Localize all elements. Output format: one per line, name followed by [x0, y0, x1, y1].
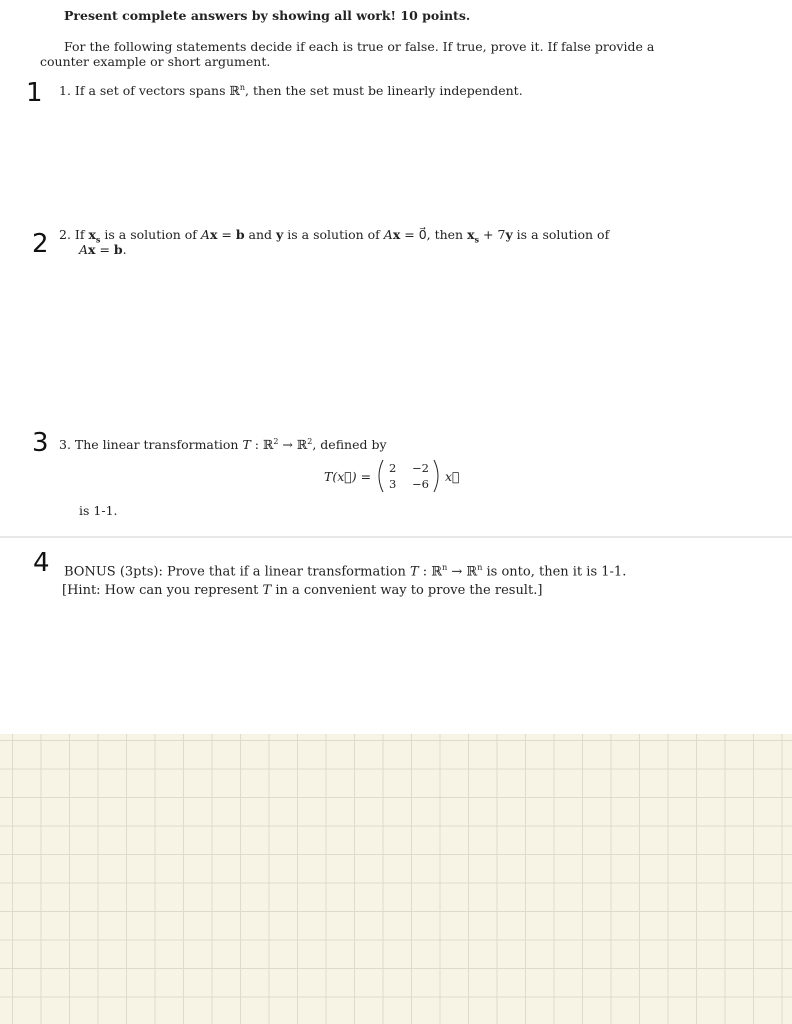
problem-1: 1. If a set of vectors spans ℝ$^n$, then the set must be linearly independent.	[59, 83, 523, 99]
matrix-cell: 2	[389, 461, 397, 475]
matrix	[374, 457, 444, 495]
problem-3-conclusion: is 1-1.	[79, 503, 118, 518]
problem-2-line-1: 2. If $x_s$ is a solution of Ax = b and y is a solution of Ax = 0⃗, then $x_s + 7y$ is a solution of	[59, 227, 610, 245]
problem-3-number: 3.	[59, 437, 71, 453]
handwritten-number-2: 2	[32, 229, 49, 259]
bonus-line-1: BONUS (3pts): Prove that if a linear transformation T : ℝ$^n$ → ℝ$^n$ is onto, then it is 1-1.	[64, 563, 627, 580]
bonus-hint: [Hint: How can you represent T in a convenient way to prove the result.]	[62, 583, 543, 598]
handwritten-number-3: 3	[32, 428, 49, 458]
problem-1-number: 1.	[59, 83, 71, 99]
problem-2-line-2: Ax = b.	[79, 242, 127, 257]
instructions-line-1: For the following statements decide if each is true or false. If true, prove it. If false provide a	[64, 39, 655, 54]
graph-paper-area	[0, 734, 792, 1024]
page-title: Present complete answers by showing all work! 10 points.	[64, 8, 471, 23]
matrix-cell: −6	[412, 477, 429, 491]
formula-lhs: T(x⃗) =	[324, 469, 372, 484]
left-paren	[379, 460, 383, 492]
handwritten-number-4: 4	[33, 548, 50, 578]
matrix-cell: −2	[412, 461, 429, 475]
bonus-page	[0, 538, 792, 734]
problem-2-number: 2.	[59, 227, 71, 242]
handwritten-number-1: 1	[26, 78, 43, 108]
matrix-cell: 3	[389, 477, 397, 491]
problem-3-line-1: 3. The linear transformation T : ℝ$^2$ → ℝ$^2$, defined by	[59, 437, 387, 453]
formula-rhs: x⃗	[445, 469, 460, 484]
instructions-line-2: counter example or short argument.	[40, 54, 271, 69]
right-paren	[434, 460, 438, 492]
